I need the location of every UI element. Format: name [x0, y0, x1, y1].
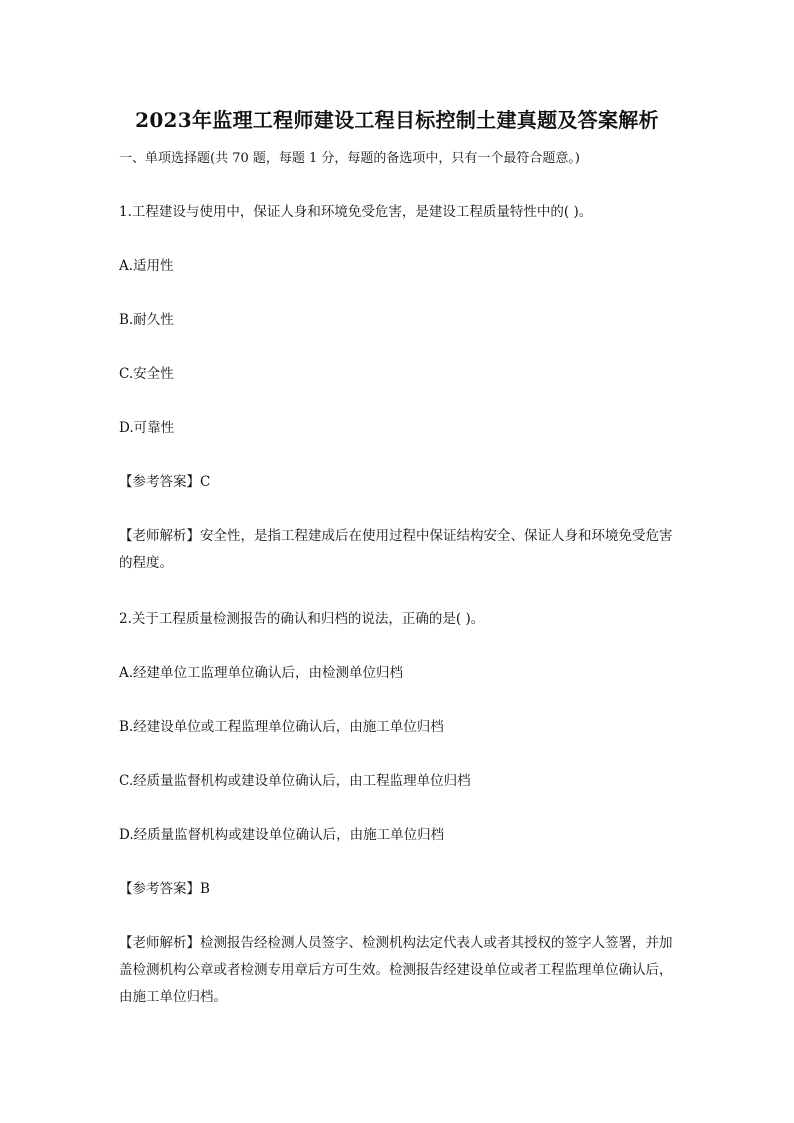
question-1-answer: 【参考答案】C	[119, 474, 211, 490]
question-2-analysis: 【老师解析】检测报告经检测人员签字、检测机构法定代表人或者其授权的签字人签署，并加盖检测机构公章或者检测专用章后方可生效。检测报告经建设单位或者工程监理单位确认后，由施工单位归档。	[119, 935, 673, 1005]
question-2-option-d: D.经质量监督机构或建设单位确认后，由施工单位归档	[119, 827, 445, 843]
question-2-stem: 2.关于工程质量检测报告的确认和归档的说法，正确的是( )。	[119, 611, 485, 627]
question-2-option-c: C.经质量监督机构或建设单位确认后，由工程监理单位归档	[119, 773, 471, 789]
question-1-option-b: B.耐久性	[119, 312, 174, 328]
section-intro: 一、单项选择题(共 70 题，每题 1 分，每题的备选项中，只有一个最符合题意。)	[119, 151, 580, 166]
question-1-option-a: A.适用性	[119, 258, 174, 274]
question-2-option-b: B.经建设单位或工程监理单位确认后，由施工单位归档	[119, 719, 444, 735]
question-2-option-a: A.经建单位工监理单位确认后，由检测单位归档	[119, 665, 404, 681]
question-1-option-d: D.可靠性	[119, 420, 175, 436]
question-1-analysis: 【老师解析】安全性，是指工程建成后在使用过程中保证结构安全、保证人身和环境免受危害的程度。	[119, 528, 673, 571]
question-1-stem: 1.工程建设与使用中，保证人身和环境免受危害，是建设工程质量特性中的( )。	[119, 204, 593, 220]
question-2-answer: 【参考答案】B	[119, 881, 210, 897]
question-1-option-c: C.安全性	[119, 366, 174, 382]
document-title: 2023年监理工程师建设工程目标控制土建真题及答案解析	[135, 108, 659, 132]
